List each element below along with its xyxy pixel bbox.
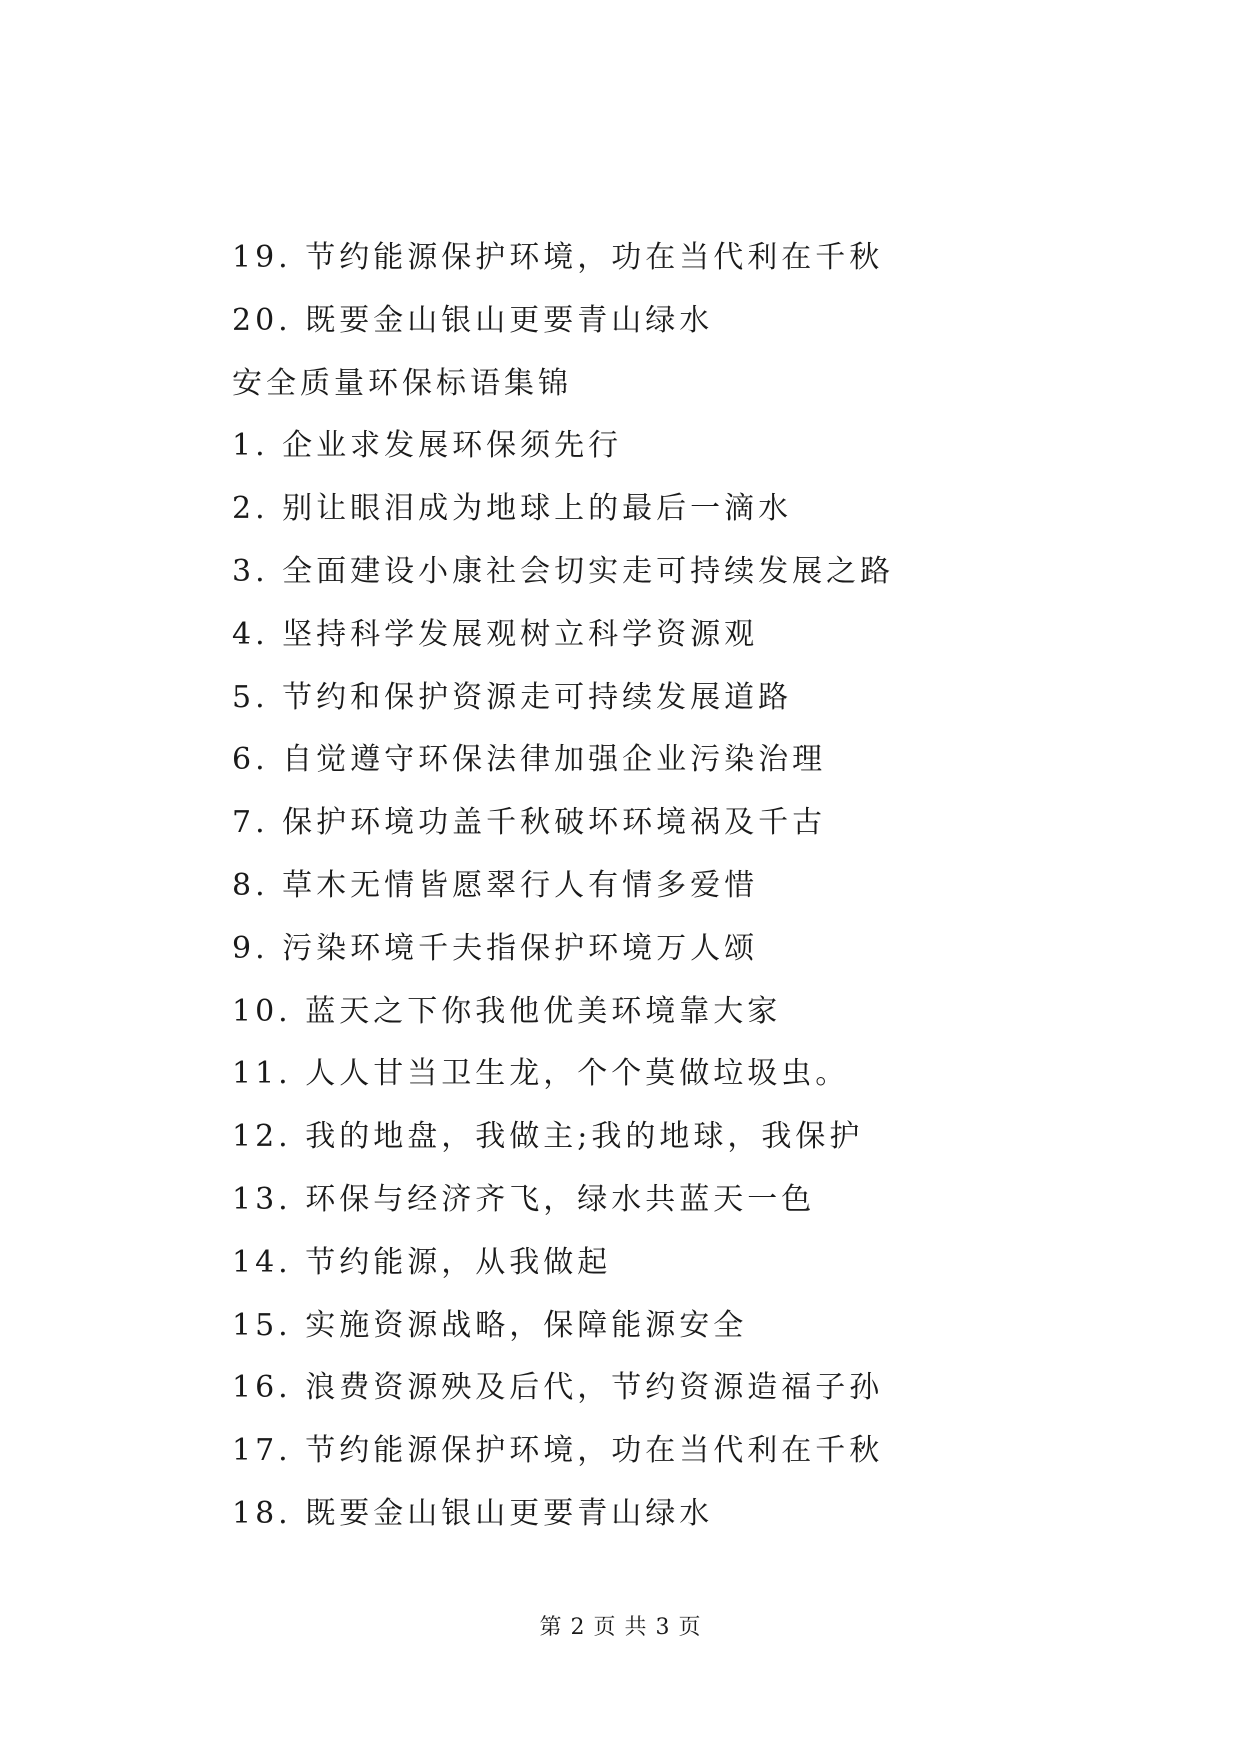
text-line: 9. 污染环境千夫指保护环境万人颂 (232, 930, 759, 966)
text-line: 3. 全面建设小康社会切实走可持续发展之路 (232, 553, 895, 589)
text-line: 8. 草木无情皆愿翠行人有情多爱惜 (232, 867, 759, 903)
text-line: 6. 自觉遵守环保法律加强企业污染治理 (232, 742, 827, 778)
text-line: 5. 节约和保护资源走可持续发展道路 (232, 679, 793, 715)
text-line: 10. 蓝天之下你我他优美环境靠大家 (232, 993, 782, 1029)
text-line: 2. 别让眼泪成为地球上的最后一滴水 (232, 491, 793, 527)
text-line: 7. 保护环境功盖千秋破坏环境祸及千古 (232, 805, 827, 841)
slogan-list (232, 234, 1132, 1553)
text-line: 4. 坚持科学发展观树立科学资源观 (232, 616, 759, 652)
text-line: 15. 实施资源战略，保障能源安全 (232, 1307, 748, 1343)
section-heading: 安全质量环保标语集锦 (232, 365, 572, 401)
text-line: 19. 节约能源保护环境，功在当代利在千秋 (232, 240, 884, 275)
text-line: 18. 既要金山银山更要青山绿水 (232, 1495, 714, 1531)
text-line: 11. 人人甘当卫生龙，个个莫做垃圾虫。 (232, 1056, 850, 1092)
text-line: 12. 我的地盘，我做主;我的地球，我保护 (232, 1119, 864, 1155)
text-line: 17. 节约能源保护环境，功在当代利在千秋 (232, 1433, 884, 1469)
text-line: 16. 浪费资源殃及后代，节约资源造福子孙 (232, 1370, 884, 1406)
text-line: 13. 环保与经济齐飞，绿水共蓝天一色 (232, 1181, 816, 1217)
text-line: 20. 既要金山银山更要青山绿水 (232, 302, 714, 338)
text-line: 1. 企业求发展环保须先行 (232, 428, 623, 464)
text-line: 14. 节约能源，从我做起 (232, 1244, 612, 1280)
page-footer: 第 2 页 共 3 页 (539, 1615, 702, 1640)
